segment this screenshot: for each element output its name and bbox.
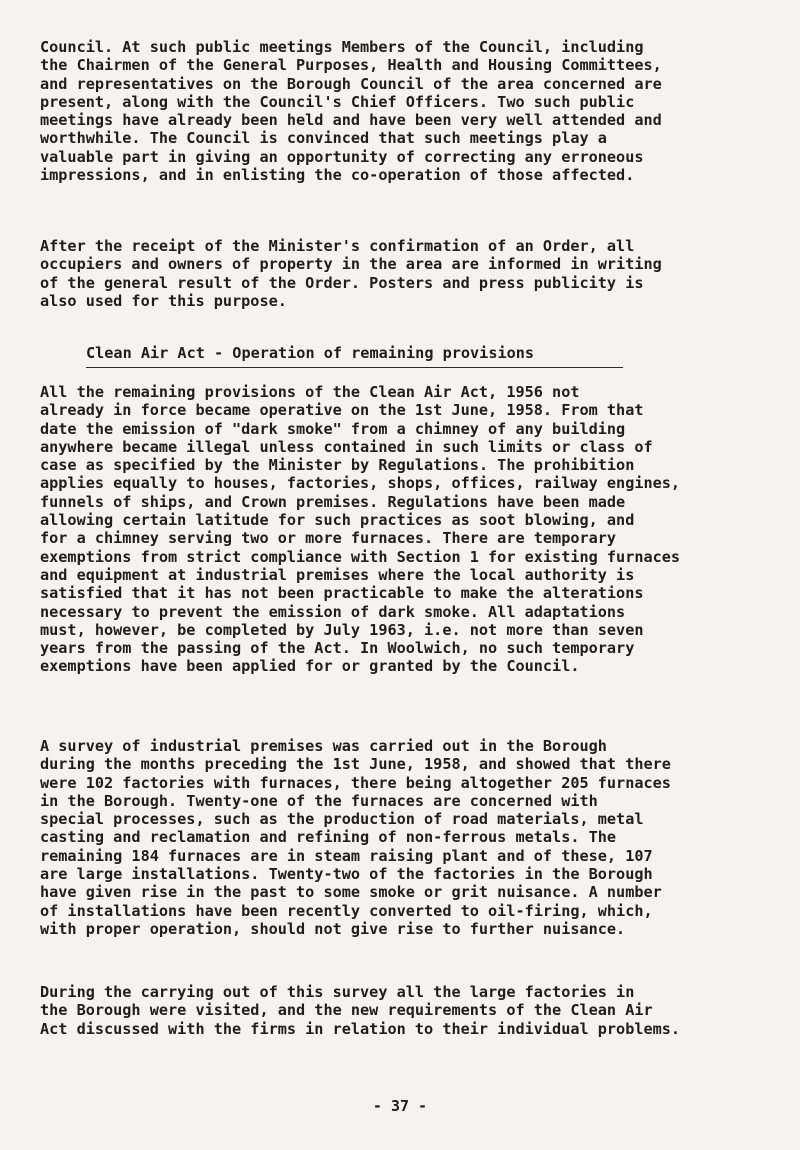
text-line: and representatives on the Borough Council of the area concerned are	[40, 74, 662, 93]
text-line: are large installations. Twenty-two of the factories in the Borough	[40, 865, 653, 884]
text-line: worthwhile. The Council is convinced that such meetings play a	[40, 129, 607, 148]
text-line: anywhere became illegal unless contained in such limits or class of	[40, 437, 653, 456]
text-line: After the receipt of the Minister's confirmation of an Order, all	[40, 237, 635, 255]
text-line: of the general result of the Order. Posters and press publicity is	[40, 273, 644, 292]
text-line: already in force became operative on the 1st June, 1958. From that	[40, 401, 644, 420]
text-line: special processes, such as the production of road materials, metal	[40, 810, 644, 829]
text-line: case as specified by the Minister by Regulations. The prohibition	[40, 456, 635, 475]
text-line: also used for this purpose.	[40, 291, 287, 310]
text-line: necessary to prevent the emission of dark smoke. All adaptations	[40, 602, 626, 621]
text-line: All the remaining provisions of the Clean Air Act, 1956 not	[40, 383, 580, 401]
paragraph-remaining-provisions	[40, 383, 775, 676]
text-line: of installations have been recently converted to oil-firing, which,	[40, 901, 653, 920]
text-line: were 102 factories with furnaces, there being altogether 205 furnaces	[40, 773, 671, 792]
text-line: date the emission of "dark smoke" from a chimney of any building	[40, 419, 626, 438]
page-number: - 37 -	[372, 1097, 428, 1115]
paragraph-ministers-confirmation	[40, 237, 775, 310]
text-line: the Borough were visited, and the new requirements of the Clean Air	[40, 1001, 653, 1020]
section-heading: Clean Air Act - Operation of remaining provisions	[86, 344, 535, 362]
text-line: applies equally to houses, factories, shops, offices, railway engines,	[40, 474, 681, 493]
text-line: for a chimney serving two or more furnaces. There are temporary	[40, 529, 617, 548]
text-line: and equipment at industrial premises where the local authority is	[40, 565, 635, 584]
text-line: have given rise in the past to some smoke or grit nuisance. A number	[40, 883, 662, 902]
text-line: occupiers and owners of property in the area are informed in writing	[40, 255, 662, 274]
text-line: A survey of industrial premises was carried out in the Borough	[40, 737, 607, 755]
text-line: Act discussed with the firms in relation to their individual problems.	[40, 1019, 681, 1038]
text-line: present, along with the Council's Chief Officers. Two such public	[40, 92, 635, 111]
heading-underline	[86, 367, 623, 368]
text-line: the Chairmen of the General Purposes, Health and Housing Committees,	[40, 56, 662, 75]
paragraph-industrial-survey	[40, 737, 775, 938]
text-line: allowing certain latitude for such practices as soot blowing, and	[40, 511, 635, 530]
paragraph-public-meetings	[40, 38, 775, 184]
text-line: impressions, and in enlisting the co-operation of those affected.	[40, 166, 635, 185]
text-line: valuable part in giving an opportunity of correcting any erroneous	[40, 147, 644, 166]
text-line: satisfied that it has not been practicable to make the alterations	[40, 584, 644, 603]
text-line: must, however, be completed by July 1963, i.e. not more than seven	[40, 620, 644, 639]
text-line: exemptions have been applied for or granted by the Council.	[40, 657, 580, 676]
text-line: remaining 184 furnaces are in steam raising plant and of these, 107	[40, 846, 653, 865]
paragraph-factory-visits	[40, 983, 775, 1038]
text-line: Council. At such public meetings Members of the Council, including	[40, 38, 644, 56]
text-line: in the Borough. Twenty-one of the furnaces are concerned with	[40, 791, 598, 810]
text-line: exemptions from strict compliance with Section 1 for existing furnaces	[40, 547, 681, 566]
text-line: meetings have already been held and have been very well attended and	[40, 111, 662, 130]
text-line: casting and reclamation and refining of non-ferrous metals. The	[40, 828, 617, 847]
text-line: funnels of ships, and Crown premises. Regulations have been made	[40, 492, 626, 511]
text-line: During the carrying out of this survey all the large factories in	[40, 983, 635, 1001]
text-line: years from the passing of the Act. In Woolwich, no such temporary	[40, 639, 635, 658]
text-line: during the months preceding the 1st June, 1958, and showed that there	[40, 755, 671, 774]
text-line: with proper operation, should not give rise to further nuisance.	[40, 919, 626, 938]
